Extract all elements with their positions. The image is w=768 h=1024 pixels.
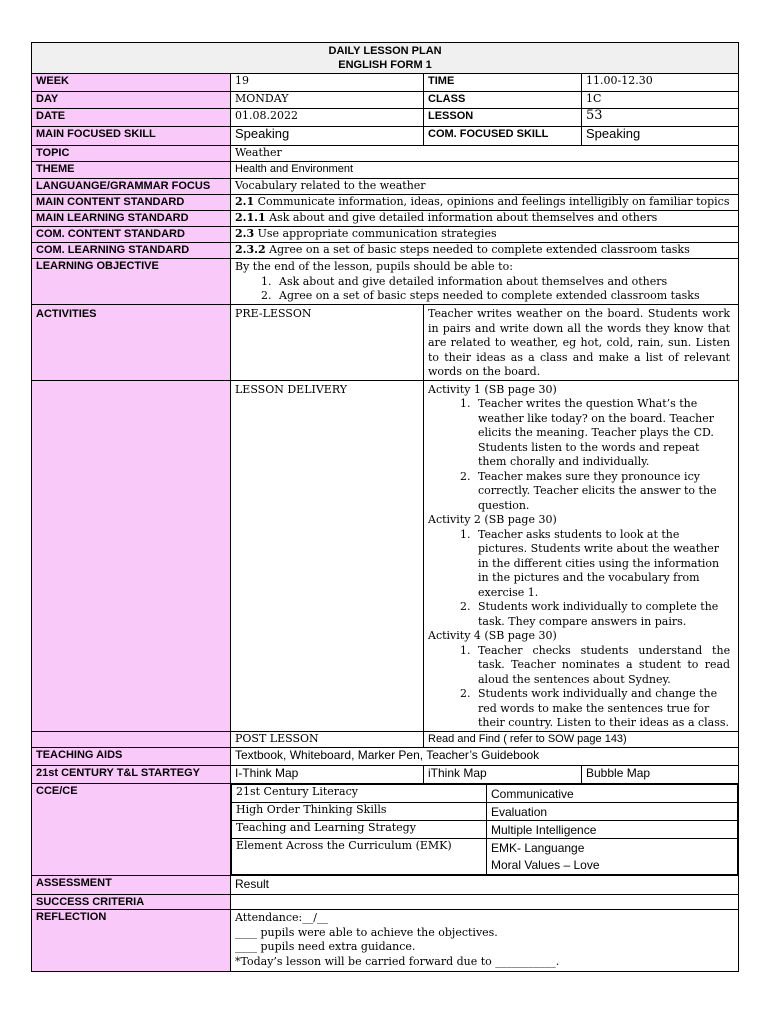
cce-right <box>487 838 738 874</box>
activity-4-step: 1. Teacher checks students understand the task. Teacher nominates a student to read aloud the sentences about Sydney. <box>474 644 730 688</box>
lesson-value: 53 <box>582 109 739 127</box>
reflection-line: ____ pupils need extra guidance. <box>235 940 416 953</box>
grammar-label: LANGUANGE/GRAMMAR FOCUS <box>32 179 231 195</box>
com-content-text: Use appropriate communication strategies <box>254 227 497 240</box>
grammar-value: Vocabulary related to the weather <box>231 179 739 195</box>
com-learning-value <box>231 243 739 259</box>
post-lesson-row <box>32 731 739 747</box>
main-content-value <box>231 195 739 211</box>
day-row <box>32 92 739 109</box>
strategy-label: 21st CENTURY T&L STARTEGY <box>32 765 231 783</box>
time-label: TIME <box>424 74 582 92</box>
cce-left: Teaching and Learning Strategy <box>232 820 487 838</box>
main-content-text: Communicate information, ideas, opinions and feelings intelligibly on familiar topics <box>254 195 730 208</box>
success-row <box>32 894 739 910</box>
week-value: 19 <box>231 74 424 92</box>
cce-right-emk: EMK- Languange <box>491 840 585 855</box>
com-learning-label: COM. LEARNING STANDARD <box>32 243 231 259</box>
activity-4-list <box>428 644 730 731</box>
objective-item: 2. Agree on a set of basic steps needed to complete extended classroom tasks <box>275 289 734 304</box>
cce-row-item <box>232 802 738 820</box>
date-row <box>32 109 739 127</box>
main-learning-value <box>231 211 739 227</box>
com-content-code: 2.3 <box>235 227 255 240</box>
success-value <box>231 894 739 910</box>
time-value: 11.00-12.30 <box>582 74 739 92</box>
strategy-map-1: I-Think Map <box>231 765 424 783</box>
main-content-label: MAIN CONTENT STANDARD <box>32 195 231 211</box>
cce-row-item <box>232 820 738 838</box>
main-learning-text: Ask about and give detailed information about themselves and others <box>265 211 658 224</box>
com-skill-value: Speaking <box>582 127 739 146</box>
activity-4-step: 2. Students work individually and change the red words to make the sentences true for their country. Listen to their ideas as a class. <box>474 687 730 731</box>
week-row <box>32 74 739 92</box>
date-value: 01.08.2022 <box>231 109 424 127</box>
com-learning-code: 2.3.2 <box>235 243 266 256</box>
date-label: DATE <box>32 109 231 127</box>
main-skill-label: MAIN FOCUSED SKILL <box>32 127 231 146</box>
lesson-delivery-row <box>32 380 739 731</box>
strategy-map-3: Bubble Map <box>582 765 739 783</box>
cce-right: Multiple Intelligence <box>487 820 738 838</box>
aids-label: TEACHING AIDS <box>32 747 231 765</box>
com-content-row <box>32 227 739 243</box>
objective-label: LEARNING OBJECTIVE <box>32 259 231 305</box>
activity-2-list <box>428 528 730 630</box>
reflection-line: *Today’s lesson will be carried forward due to ___________. <box>235 954 560 968</box>
skill-row <box>32 127 739 146</box>
reflection-line: ____ pupils were able to achieve the objectives. <box>235 925 498 939</box>
main-learning-code: 2.1.1 <box>235 211 266 224</box>
topic-value: Weather <box>231 146 739 162</box>
com-skill-label: COM. FOCUSED SKILL <box>424 127 582 146</box>
lesson-label: LESSON <box>424 109 582 127</box>
post-lesson-label: POST LESSON <box>231 731 424 747</box>
aids-value: Textbook, Whiteboard, Marker Pen, Teacher’s Guidebook <box>231 747 739 765</box>
cce-left: Element Across the Curriculum (EMK) <box>232 838 487 874</box>
plan-header <box>32 43 739 74</box>
com-content-label: COM. CONTENT STANDARD <box>32 227 231 243</box>
header-row <box>32 43 739 74</box>
activities-spacer <box>32 380 231 731</box>
objective-item: 1. Ask about and give detailed information about themselves and others <box>275 275 734 290</box>
assessment-value: Result <box>231 875 739 894</box>
day-value: MONDAY <box>231 92 424 109</box>
pre-lesson-label: PRE-LESSON <box>231 305 424 381</box>
topic-label: TOPIC <box>32 146 231 162</box>
assessment-row <box>32 875 739 894</box>
objective-intro: By the end of the lesson, pupils should be able to: <box>235 260 513 273</box>
plan-title: DAILY LESSON PLAN <box>328 45 442 57</box>
reflection-row <box>32 910 739 972</box>
lesson-delivery-content <box>424 380 739 731</box>
objective-row <box>32 259 739 305</box>
activity-1-list <box>428 397 730 513</box>
activities-label: ACTIVITIES <box>32 305 231 381</box>
assessment-label: ASSESSMENT <box>32 875 231 894</box>
pre-lesson-text: Teacher writes weather on the board. Students work in pairs and write down all the words they know that are related to weather, eg hot, cold, rain, sun. Listen to their ideas as a class and make a list of relevant words on the board. <box>424 305 739 381</box>
cce-row-item <box>232 838 738 874</box>
day-label: DAY <box>32 92 231 109</box>
com-learning-text: Agree on a set of basic steps needed to complete extended classroom tasks <box>265 243 690 256</box>
activities-spacer-2 <box>32 731 231 747</box>
cce-row-item <box>232 784 738 802</box>
activity-2-step: 2. Students work individually to complete the task. They compare answers in pairs. <box>474 600 730 629</box>
main-learning-row <box>32 211 739 227</box>
main-learning-label: MAIN LEARNING STANDARD <box>32 211 231 227</box>
success-label: SUCCESS CRITERIA <box>32 894 231 910</box>
cce-right: Evaluation <box>487 802 738 820</box>
week-label: WEEK <box>32 74 231 92</box>
com-content-value <box>231 227 739 243</box>
activity-1-step: 1. Teacher writes the question What’s the weather like today? on the board. Teacher elicits the meaning. Teacher plays the CD. Students listen to the words and repeat them chorally and individually. <box>474 397 730 470</box>
aids-row <box>32 747 739 765</box>
strategy-row <box>32 765 739 783</box>
lesson-delivery-label: LESSON DELIVERY <box>231 380 424 731</box>
cce-right-moral: Moral Values – Love <box>491 857 600 872</box>
activity-4-title: Activity 4 (SB page 30) <box>428 629 557 642</box>
cce-label: CCE/CE <box>32 783 231 875</box>
activity-1-title: Activity 1 (SB page 30) <box>428 382 557 396</box>
main-content-code: 2.1 <box>235 195 255 208</box>
reflection-line: Attendance:__/__ <box>235 911 328 924</box>
cce-table <box>231 784 738 875</box>
lesson-plan-table <box>31 42 739 972</box>
reflection-label: REFLECTION <box>32 910 231 972</box>
class-value: 1C <box>582 92 739 109</box>
pre-lesson-row <box>32 305 739 381</box>
class-label: CLASS <box>424 92 582 109</box>
cce-grid <box>231 783 739 875</box>
theme-label: THEME <box>32 162 231 179</box>
main-skill-value: Speaking <box>231 127 424 146</box>
main-content-row <box>32 195 739 211</box>
cce-left: 21st Century Literacy <box>232 784 487 802</box>
topic-row <box>32 146 739 162</box>
grammar-row <box>32 179 739 195</box>
objective-value <box>231 259 739 305</box>
cce-left: High Order Thinking Skills <box>232 802 487 820</box>
cce-row <box>32 783 739 875</box>
plan-subtitle: ENGLISH FORM 1 <box>338 59 432 71</box>
com-learning-row <box>32 243 739 259</box>
theme-row <box>32 162 739 179</box>
objective-list <box>235 275 734 304</box>
activity-2-title: Activity 2 (SB page 30) <box>428 513 557 526</box>
theme-value: Health and Environment <box>231 162 739 179</box>
activity-1-step: 2. Teacher makes sure they pronounce icy correctly. Teacher elicits the answer to the question. <box>474 470 730 514</box>
strategy-map-2: iThink Map <box>424 765 582 783</box>
post-lesson-text: Read and Find ( refer to SOW page 143) <box>424 731 739 747</box>
cce-right: Communicative <box>487 784 738 802</box>
reflection-value <box>231 910 739 972</box>
activity-2-step: 1. Teacher asks students to look at the pictures. Students write about the weather in the different cities using the information in the pictures and the vocabulary from exercise 1. <box>474 528 730 601</box>
